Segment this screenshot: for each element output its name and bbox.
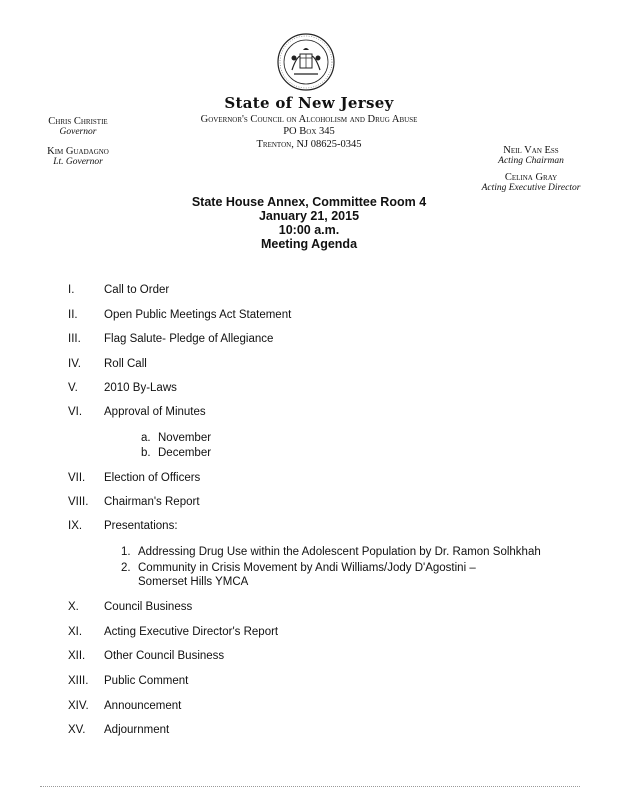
agenda-label: Adjournment: [104, 724, 170, 736]
agenda-number: X.: [68, 601, 79, 613]
agenda-number: I.: [68, 284, 75, 296]
sub-item-label: Community in Crisis Movement by Andi Williams/Jody D'Agostini –: [138, 562, 476, 574]
meeting-location: State House Annex, Committee Room 4: [191, 195, 427, 209]
agenda-label: Flag Salute- Pledge of Allegiance: [104, 333, 274, 345]
po-box: PO Box 345: [283, 126, 335, 137]
agenda-number: VIII.: [68, 496, 89, 508]
agenda-number: XIV.: [68, 700, 89, 712]
state-title: State of New Jersey: [224, 94, 394, 112]
council-name: Governor's Council on Alcoholism and Drug Abuse: [200, 114, 418, 125]
agenda-label: Call to Order: [104, 284, 170, 296]
agenda-label: Election of Officers: [104, 472, 201, 484]
state-seal-icon: [276, 32, 336, 92]
agenda-number: VI.: [68, 406, 83, 418]
agenda-label: Announcement: [104, 700, 182, 712]
agenda-number: XII.: [68, 650, 86, 662]
agenda-label: Council Business: [104, 601, 193, 613]
chairman-name: Neil Van Ess: [503, 145, 559, 156]
sub-item-number: a.: [141, 432, 151, 444]
sub-item-number: 1.: [121, 546, 131, 558]
sub-item-continuation: Somerset Hills YMCA: [138, 576, 249, 588]
sub-item-number: 2.: [121, 562, 131, 574]
agenda-number: II.: [68, 309, 78, 321]
agenda-number: XI.: [68, 626, 83, 638]
lt-governor-title: Lt. Governor: [53, 157, 103, 167]
governor-name: Chris Christie: [48, 116, 108, 127]
agenda-label: Acting Executive Director's Report: [104, 626, 279, 638]
agenda-number: V.: [68, 382, 78, 394]
lt-governor-name: Kim Guadagno: [47, 146, 109, 157]
agenda-label: Public Comment: [104, 675, 189, 687]
agenda-number: IX.: [68, 520, 83, 532]
meeting-heading: Meeting Agenda: [260, 237, 358, 251]
agenda-label: Presentations:: [104, 520, 178, 532]
sub-item-label: December: [158, 447, 212, 459]
chairman-block: [470, 145, 592, 167]
sub-item-number: b.: [141, 447, 151, 459]
agenda-number: XIII.: [68, 675, 89, 687]
city-address: Trenton, NJ 08625-0345: [256, 139, 362, 150]
director-name: Celina Gray: [504, 172, 558, 183]
agenda-label: Open Public Meetings Act Statement: [104, 309, 292, 321]
agenda-number: VII.: [68, 472, 86, 484]
sub-item-label: November: [158, 432, 212, 444]
governor-title: Governor: [59, 127, 97, 137]
governor-block: [22, 116, 134, 138]
agenda-label: Chairman's Report: [104, 496, 200, 508]
agenda-number: XV.: [68, 724, 86, 736]
agenda-label: Approval of Minutes: [104, 406, 206, 418]
agenda-number: III.: [68, 333, 81, 345]
meeting-time: 10:00 a.m.: [278, 223, 340, 237]
director-block: [470, 172, 592, 194]
sub-item-label: Addressing Drug Use within the Adolescent Population by Dr. Ramon Solhkhah: [138, 546, 541, 558]
meeting-date: January 21, 2015: [258, 209, 360, 223]
agenda-label: Roll Call: [104, 358, 147, 370]
agenda-label: Other Council Business: [104, 650, 225, 662]
chairman-title: Acting Chairman: [498, 156, 564, 166]
agenda-label: 2010 By-Laws: [104, 382, 177, 394]
director-title: Acting Executive Director: [481, 183, 581, 193]
agenda-number: IV.: [68, 358, 82, 370]
lt-governor-block: [22, 146, 134, 168]
page-edge-divider: [40, 786, 580, 787]
